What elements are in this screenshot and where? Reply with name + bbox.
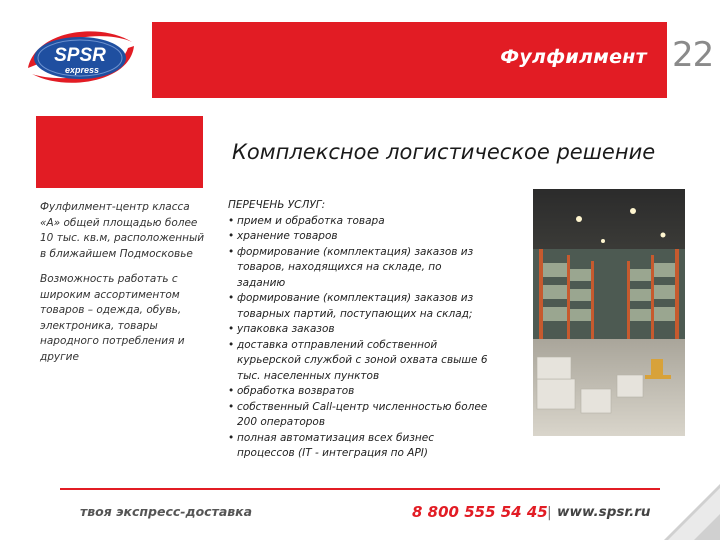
header-bar <box>152 22 667 98</box>
service-item: • полная автоматизация всех бизнес процессов (IT - интеграция по API) <box>228 431 490 462</box>
service-item: • собственный Call-центр численностью более 200 операторов <box>228 400 490 431</box>
service-item: • прием и обработка товара <box>228 214 490 230</box>
slide-number: 22 <box>672 35 714 75</box>
service-item: • хранение товаров <box>228 229 490 245</box>
footer-website-link[interactable]: www.spsr.ru <box>557 504 651 520</box>
service-item: • формирование (комплектация) заказов из товарных партий, поступающих на склад; <box>228 291 490 322</box>
intro-paragraph-area: Фулфилмент-центр класса «А» общей площадью более 10 тыс. кв.м, расположенный в ближайшем Подмосковье <box>40 201 205 260</box>
service-item: • обработка возвратов <box>228 384 490 400</box>
footer-separator: | <box>547 505 552 521</box>
logo-text-primary: SPSR <box>54 45 106 66</box>
warehouse-photo <box>533 189 685 436</box>
services-list <box>228 214 490 462</box>
footer-slogan: твоя экспресс-доставка <box>80 504 253 519</box>
page-curl-corner <box>664 484 720 540</box>
section-subtitle: Комплексное логистическое решение <box>232 140 656 164</box>
services-column <box>228 198 490 462</box>
service-item: • формирование (комплектация) заказов из товаров, находящихся на складе, по заданию <box>228 245 490 292</box>
footer-divider <box>60 488 660 490</box>
left-column <box>40 200 210 375</box>
red-accent-block <box>36 116 203 188</box>
spsr-logo <box>22 24 142 90</box>
service-item: • упаковка заказов <box>228 322 490 338</box>
services-heading: ПЕРЕЧЕНЬ УСЛУГ: <box>228 199 326 211</box>
footer-phone: 8 800 555 54 45 <box>412 503 548 521</box>
intro-paragraph-assortment: Возможность работать с широким ассортиментом товаров – одежда, обувь, электроника, товары народного потребления и другие <box>40 273 185 363</box>
service-item: • доставка отправлений собственной курьерской службой с зоной охвата свыше 6 тыс. населенных пунктов <box>228 338 490 385</box>
logo-text-secondary: express <box>64 65 100 75</box>
page-title: Фулфилмент <box>500 46 647 68</box>
